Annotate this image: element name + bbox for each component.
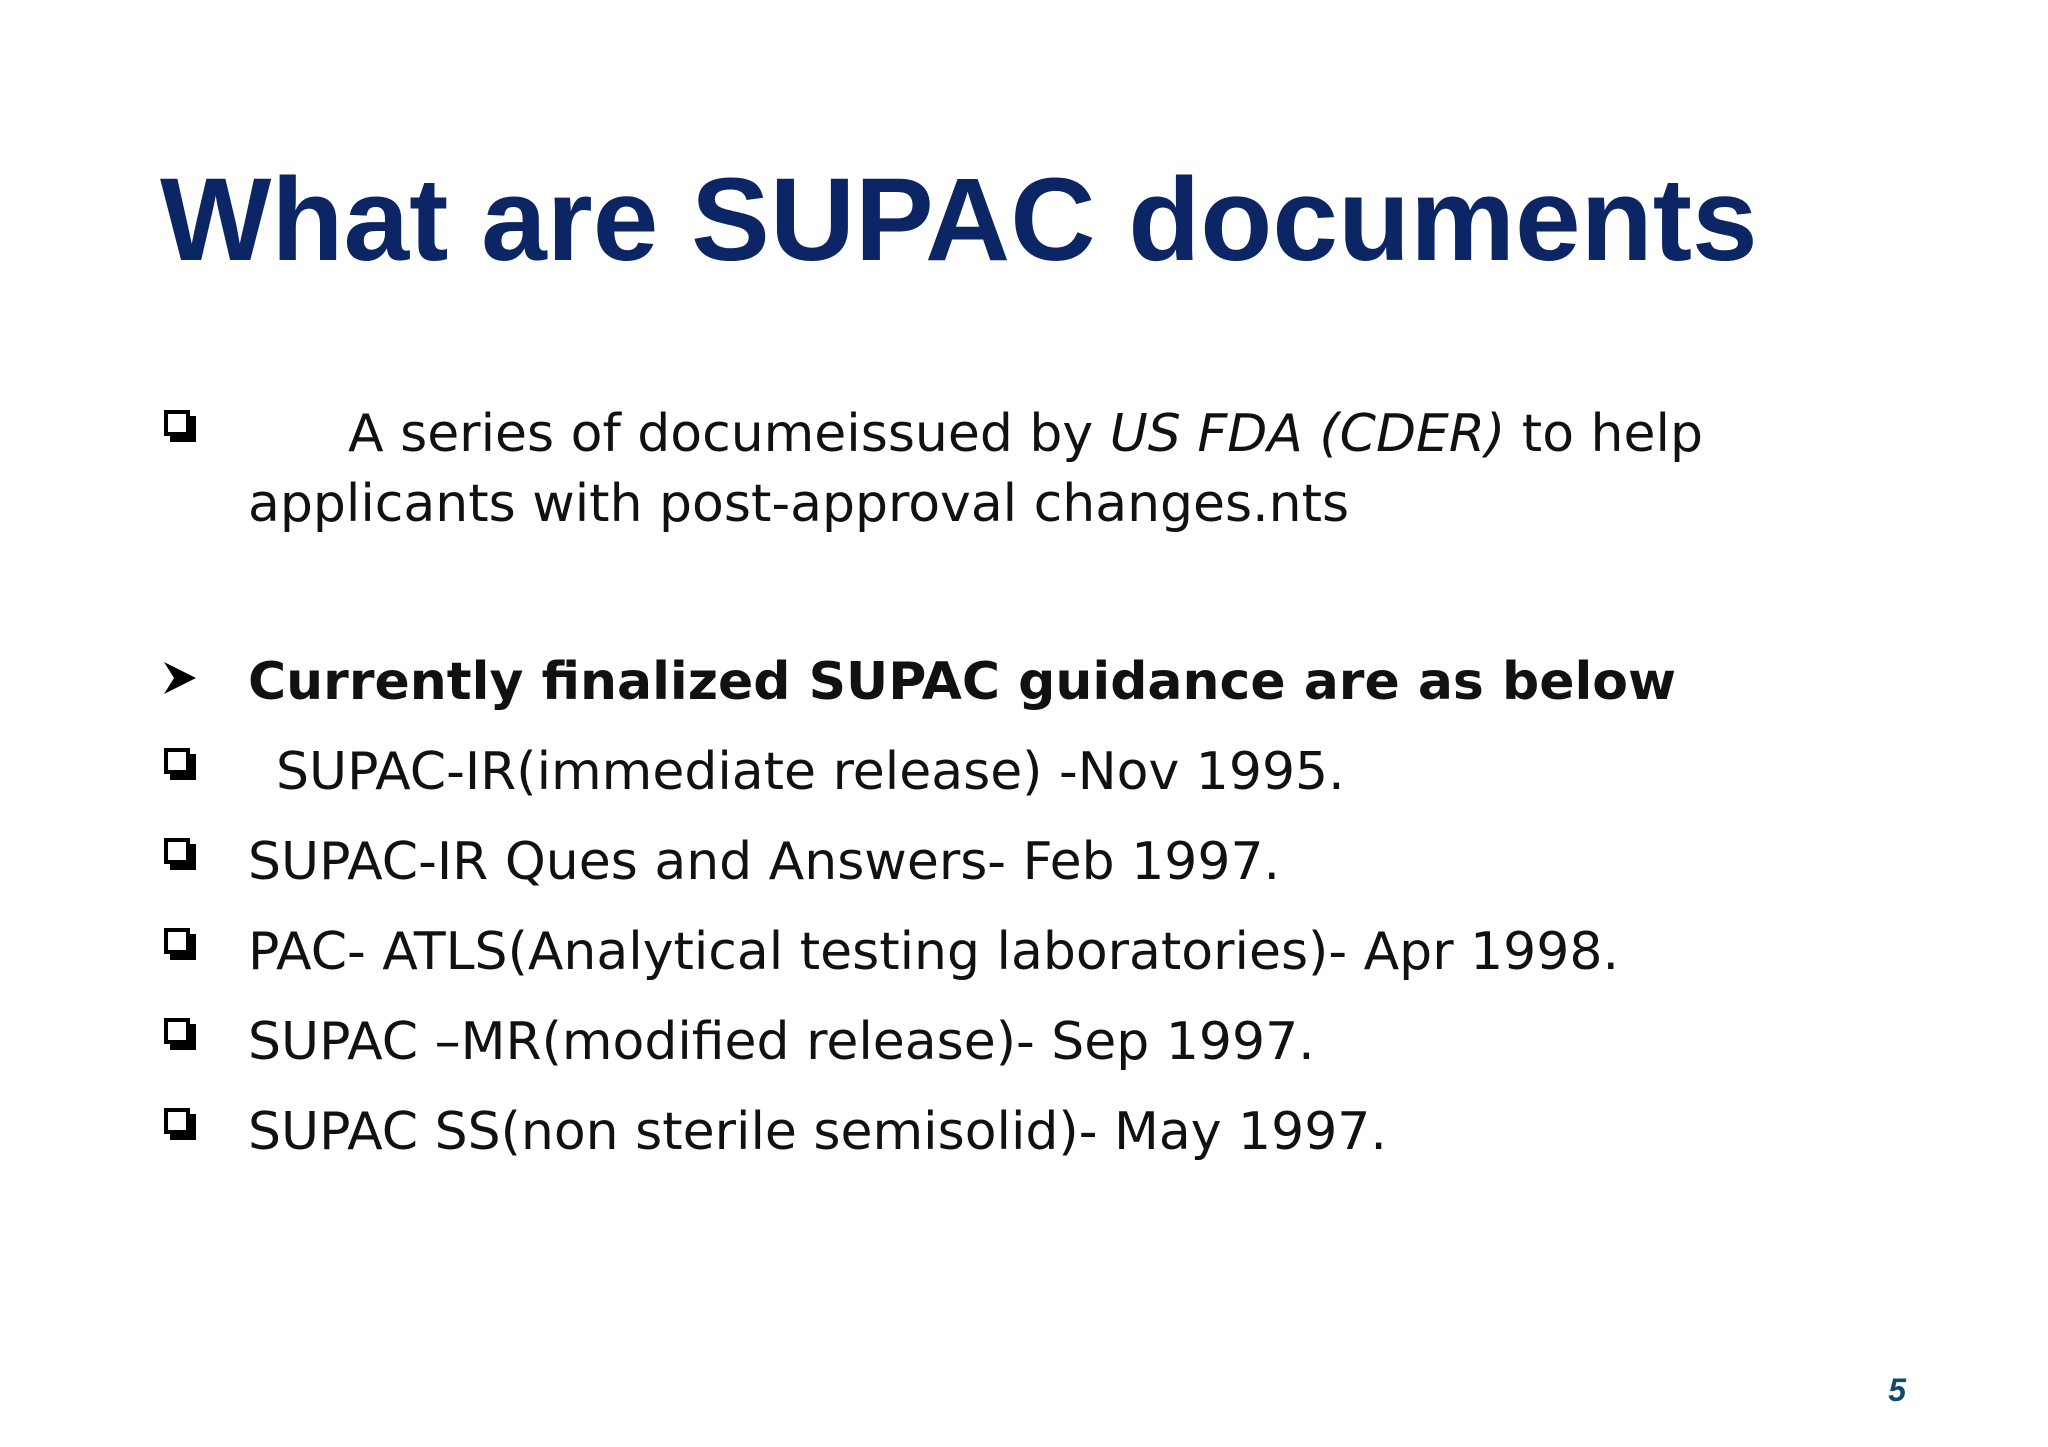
square-bullet-icon	[164, 410, 200, 446]
square-bullet-icon	[164, 928, 200, 964]
intro-text-1: A series of documeissued by	[348, 404, 1110, 464]
slide-title: What are SUPAC documents	[160, 154, 1758, 286]
square-bullet-icon	[164, 748, 200, 784]
list-item: SUPAC –MR(modified release)- Sep 1997.	[248, 1012, 1315, 1072]
intro-line-2: applicants with post-approval changes.nts	[248, 474, 1350, 534]
arrowhead-bullet-icon	[162, 660, 198, 696]
square-bullet-icon	[164, 1108, 200, 1144]
intro-italic-agency: US FDA (CDER)	[1109, 404, 1506, 464]
list-item: SUPAC SS(non sterile semisolid)- May 1997.	[248, 1102, 1387, 1162]
list-item: SUPAC-IR Ques and Answers- Feb 1997.	[248, 832, 1281, 892]
square-bullet-icon	[164, 838, 200, 874]
guidance-heading: Currently finalized SUPAC guidance are as below	[248, 652, 1677, 712]
list-item	[248, 738, 1345, 806]
intro-text-2: to help	[1505, 404, 1703, 464]
square-bullet-icon	[164, 1018, 200, 1054]
list-item: PAC- ATLS(Analytical testing laboratories)- Apr 1998.	[248, 922, 1619, 982]
page-number: 5	[1888, 1372, 1906, 1408]
intro-line-1	[248, 400, 1703, 468]
list-item-text: SUPAC-IR(immediate release) -Nov 1995.	[276, 742, 1345, 802]
